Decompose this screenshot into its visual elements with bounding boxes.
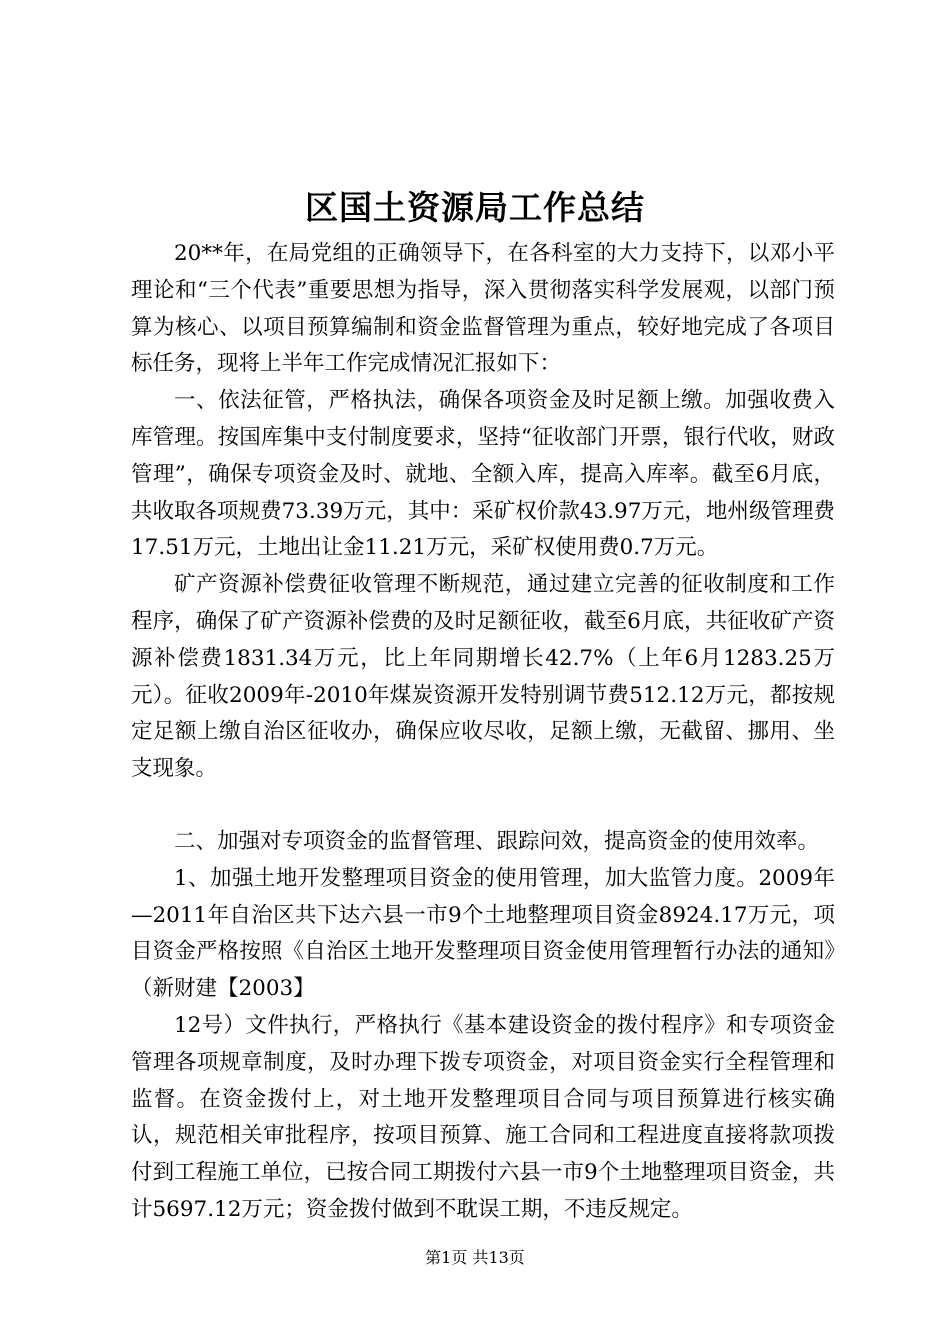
- page-footer: 第1页 共13页: [425, 1248, 525, 1267]
- paragraph-section-1: 一、依法征管，严格执法，确保各项资金及时足额上缴。加强收费入库管理。按国库集中支付制度要求，坚持“征收部门开票，银行代收，财政管理”，确保专项资金及时、就地、全额入库，提高入库率。截至6月底，共收取各项规费73.39万元，其中：采矿权价款43.97万元，地州级管理费17.51万元，土地出让金11.21万元，采矿权使用费0.7万元。: [131, 388, 835, 561]
- paragraph-item-1: 1、加强土地开发整理项目资金的使用管理，加大监管力度。2009年—2011年自治区共下达六县一市9个土地整理项目资金8924.17万元，项目资金严格按照《自治区土地开发整理项目资金使用管理暂行办法的通知》（新财建【2003】: [131, 865, 835, 1002]
- paragraph-item-1-continued: 12号）文件执行，严格执行《基本建设资金的拨付程序》和专项资金管理各项规章制度，及时办理下拨专项资金，对项目资金实行全程管理和监督。在资金拨付上，对土地开发整理项目合同与项目预算进行核实确认，规范相关审批程序，按项目预算、施工合同和工程进度直接将款项拨付到工程施工单位，已按合同工期拨付六县一市9个土地整理项目资金，共计5697.12万元；资金拨付做到不耽误工期，不违反规定。: [131, 1012, 835, 1222]
- paragraph-section-2: 二、加强对专项资金的监督管理、跟踪问效，提高资金的使用效率。: [174, 828, 820, 854]
- document-title: 区国土资源局工作总结: [305, 188, 645, 227]
- paragraph-mineral-compensation: 矿产资源补偿费征收管理不断规范，通过建立完善的征收制度和工作程序，确保了矿产资源补偿费的及时足额征收，截至6月底，共征收矿产资源补偿费1831.34万元，比上年同期增长42.7%（上年6月1283.25万元）。征收2009年-2010年煤炭资源开发特别调节费512.12万元，都按规定足额上缴自治区征收办，确保应收尽收，足额上缴，无截留、挪用、坐支现象。: [131, 572, 835, 782]
- paragraph-intro: 20**年，在局党组的正确领导下，在各科室的大力支持下，以邓小平理论和“三个代表”重要思想为指导，深入贯彻落实科学发展观，以部门预算为核心、以项目预算编制和资金监督管理为重点，较好地完成了各项目标任务，现将上半年工作完成情况汇报如下：: [131, 241, 835, 377]
- document-body: [131, 236, 835, 1229]
